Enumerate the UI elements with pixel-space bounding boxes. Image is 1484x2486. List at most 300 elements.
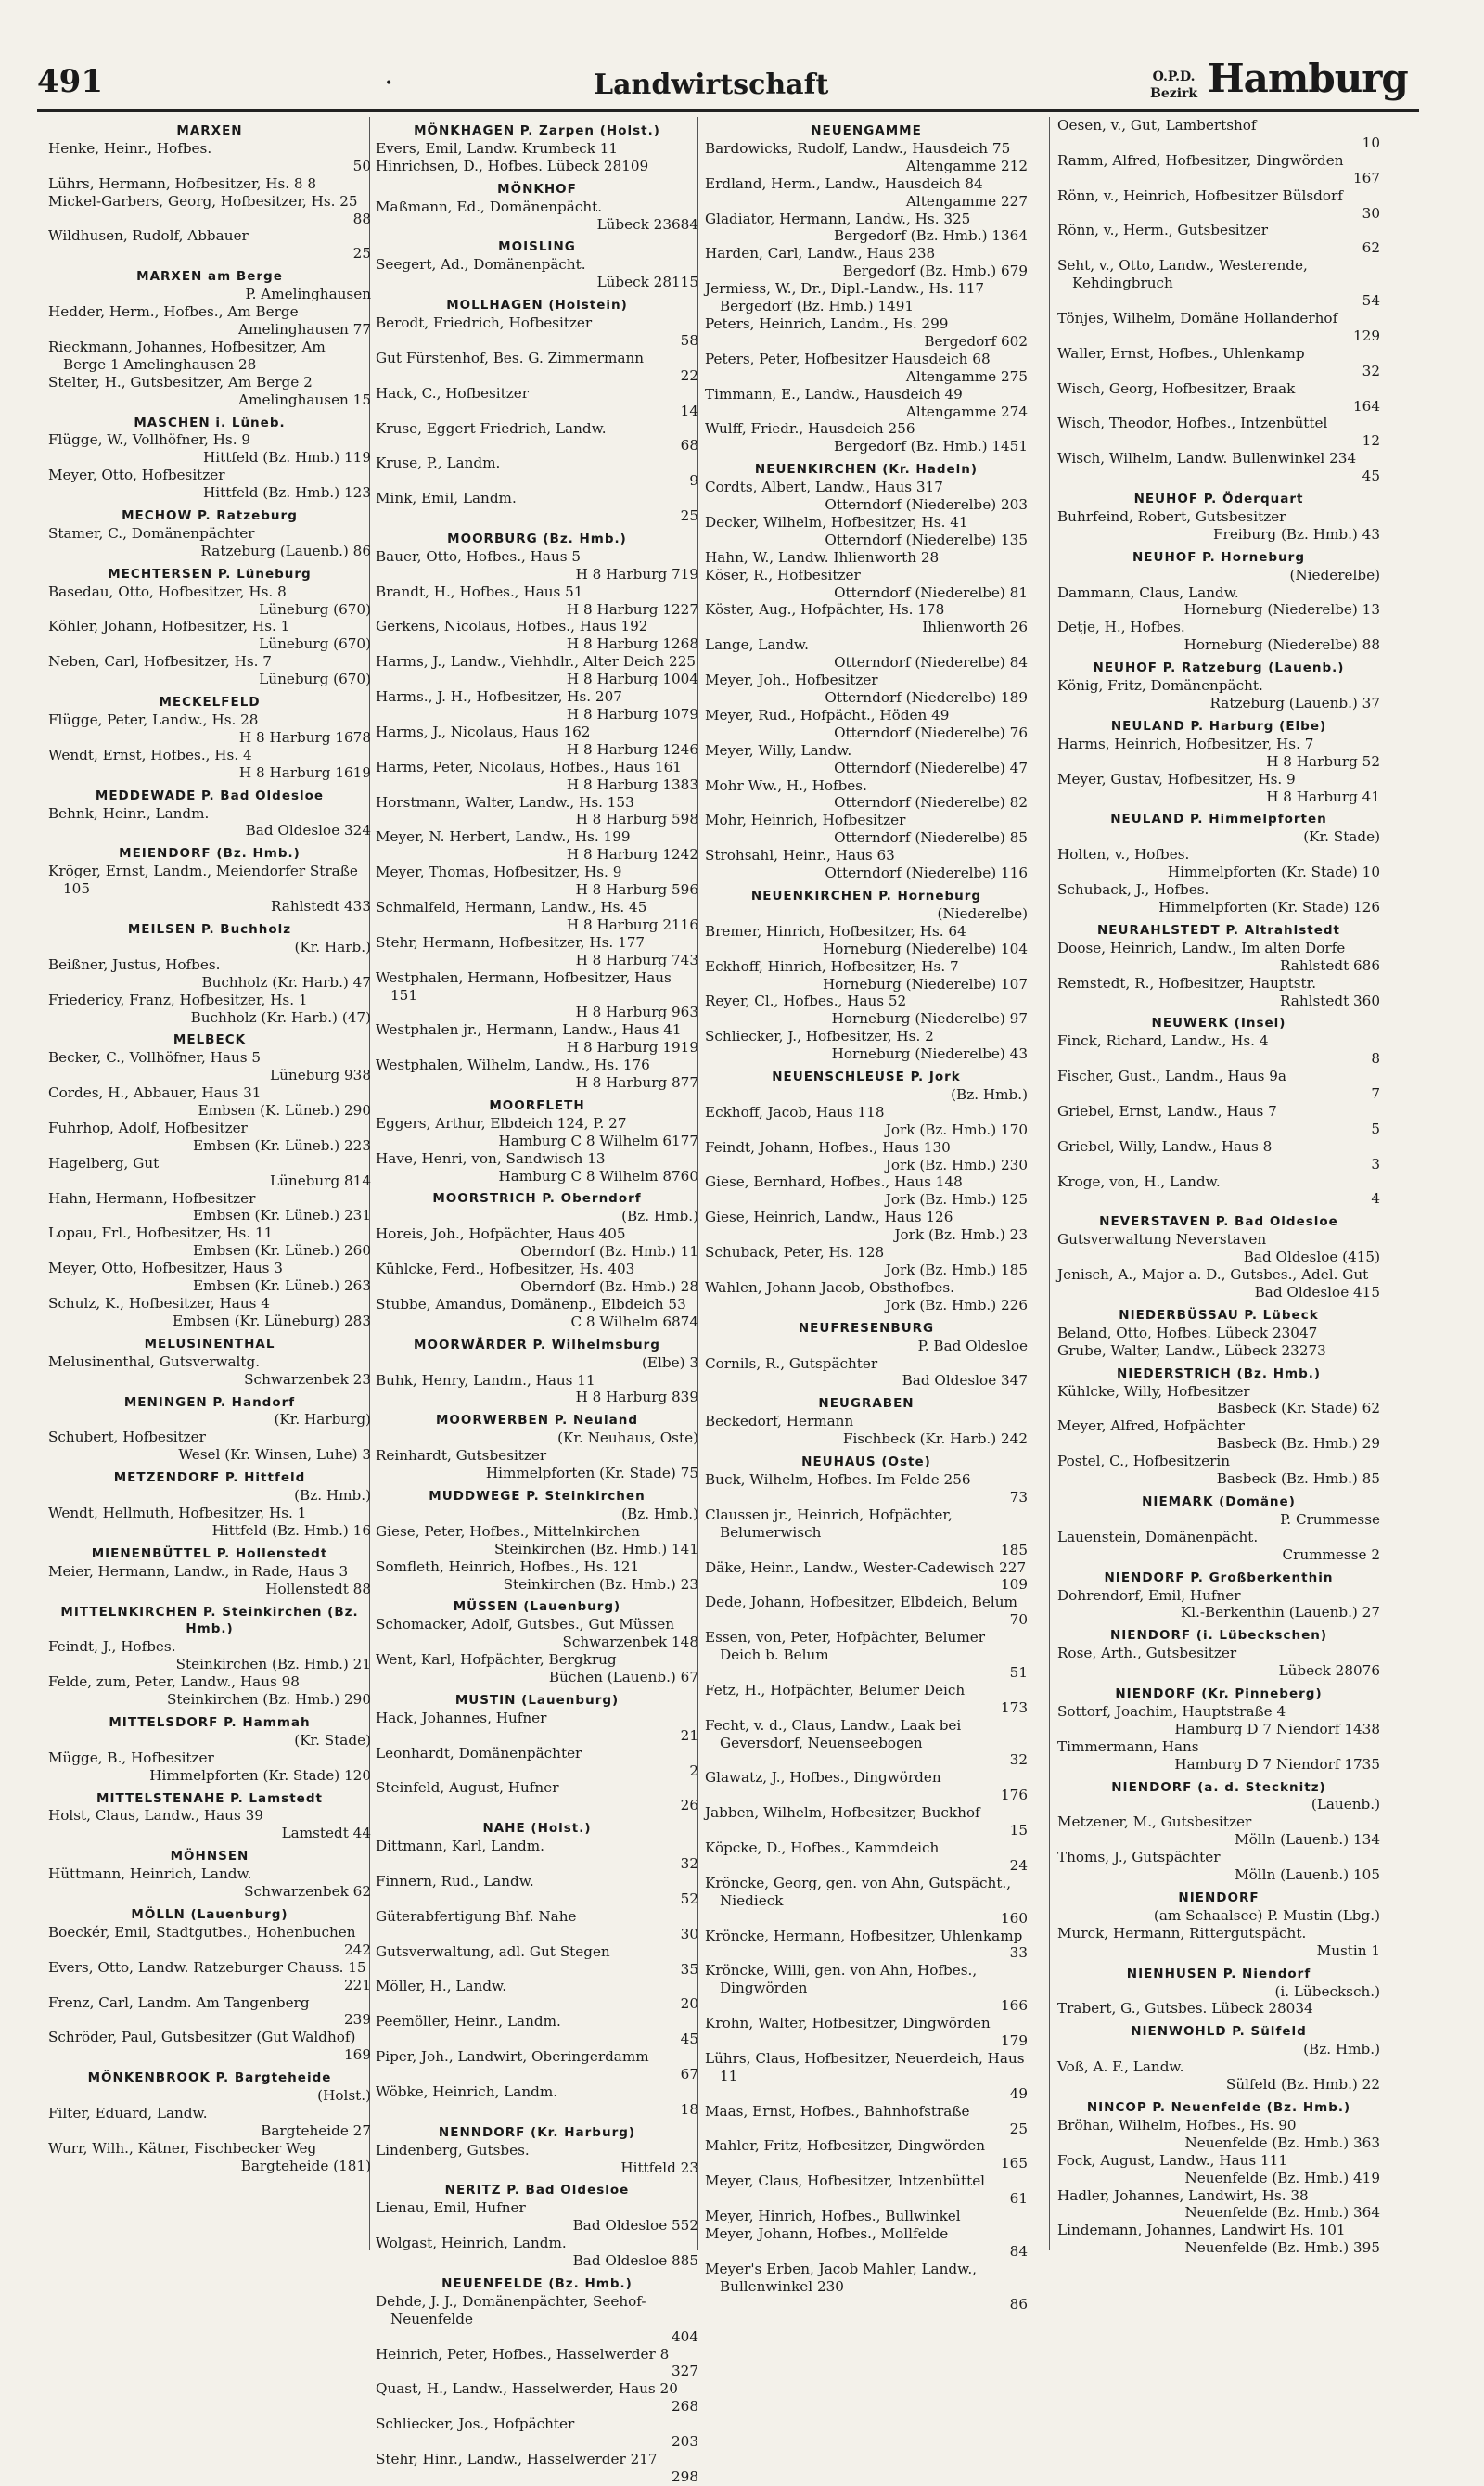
place-heading: NINCOP P. Neuenfelde (Bz. Hmb.) <box>1086 2099 1351 2115</box>
directory-entry <box>1057 380 1380 416</box>
entry-phone: 30 <box>680 1925 698 1942</box>
entry-phone: H 8 Harburg 1268 <box>566 635 698 653</box>
entry-name: Fetz, H., Hofpächter, Belumer Deich <box>705 1681 966 1698</box>
entry-phone: 176 <box>1001 1787 1028 1804</box>
entry-name: Feindt, Johann, Hofbes., Haus 130 <box>705 1138 951 1156</box>
place-heading: MOORSTRICH P. Oberndorf <box>432 1191 642 1207</box>
entry-name: Ramm, Alfred, Hofbesitzer, Dingwörden <box>1057 151 1344 169</box>
directory-entry <box>376 548 698 583</box>
entry-phone: 25 <box>1009 2120 1028 2137</box>
directory-entry <box>376 724 698 759</box>
directory-entry <box>48 1487 371 1505</box>
entry-phone: Hittfeld (Bz. Hmb.) 16 <box>211 1521 371 1539</box>
entry-name: Erdland, Herm., Landw., Hausdeich 84 <box>705 174 983 192</box>
entry-phone: 52 <box>680 1890 698 1907</box>
entry-phone: 3 <box>1371 1155 1380 1173</box>
entry-phone: 50 <box>352 157 371 174</box>
directory-entry <box>48 1049 371 1084</box>
directory-entry <box>48 711 371 747</box>
place-heading: MELBECK <box>173 1032 247 1048</box>
directory-entry <box>705 1104 1028 1139</box>
entry-name: Leonhardt, Domänenpächter <box>376 1744 582 1762</box>
entry-phone: Embsen (Kr. Lüneb.) 263 <box>192 1277 371 1295</box>
directory-entry <box>48 1084 371 1120</box>
directory-entry <box>705 993 1028 1028</box>
directory-entry <box>1057 1068 1380 1103</box>
directory-entry <box>376 934 698 969</box>
entry-phone: H 8 Harburg 1246 <box>566 740 698 758</box>
entry-name: Waller, Ernst, Hofbes., Uhlenkamp <box>1057 344 1305 362</box>
directory-entry <box>705 1559 1028 1595</box>
entry-name: Thoms, J., Gutspächter <box>1057 1849 1221 1866</box>
directory-entry <box>705 1279 1028 1314</box>
entry-phone: Otterndorf (Niederelbe) 76 <box>834 724 1028 741</box>
directory-entry <box>1057 117 1380 152</box>
directory-entry <box>376 490 698 525</box>
entry-phone: Ratzeburg (Lauenb.) 86 <box>200 542 371 559</box>
directory-entry <box>1057 1529 1380 1564</box>
directory-entry <box>705 636 1028 672</box>
entry-name: Horstmann, Walter, Landw., Hs. 153 <box>376 793 634 811</box>
directory-entry <box>376 2235 698 2270</box>
directory-entry <box>48 1673 371 1709</box>
directory-entry <box>705 351 1028 386</box>
entry-name: Kröncke, Georg, gen. von Ahn, Gutspächt., Niedieck <box>705 1874 1012 1909</box>
entry-phone: 164 <box>1353 397 1380 415</box>
directory-entry <box>48 1994 371 2030</box>
entry-phone: 7 <box>1371 1085 1380 1103</box>
column-divider <box>1049 117 1050 2250</box>
entry-phone: Mustin 1 <box>1316 1941 1380 1959</box>
entry-phone: 25 <box>352 245 371 263</box>
directory-entry <box>376 1873 698 1908</box>
directory-entry <box>705 2225 1028 2261</box>
entry-name: Schomacker, Adolf, Gutsbes., Gut Müssen <box>376 1616 674 1634</box>
directory-entry <box>705 1594 1028 1629</box>
directory-entry <box>1057 450 1380 485</box>
entry-name: Lopau, Frl., Hofbesitzer, Hs. 11 <box>48 1224 274 1242</box>
entry-phone: Bad Oldesloe (415) <box>1243 1249 1380 1266</box>
entry-name: Mügge, B., Hofbesitzer <box>48 1749 214 1766</box>
entry-phone: Otterndorf (Niederelbe) 135 <box>825 531 1028 548</box>
directory-entry <box>376 1651 698 1686</box>
entry-phone: (Bz. Hmb.) <box>1303 2041 1380 2058</box>
entry-phone: Jork (Bz. Hmb.) 230 <box>885 1156 1028 1173</box>
entry-name: Eckhoff, Jacob, Haus 118 <box>705 1103 885 1121</box>
place-heading: MEIENDORF (Bz. Hmb.) <box>119 846 301 862</box>
region-title: Hamburg <box>1208 56 1408 101</box>
place-heading: MITTELSTENAHE P. Lamstedt <box>96 1790 323 1806</box>
directory-entry <box>48 1505 371 1540</box>
directory-entry <box>376 2346 698 2381</box>
place-heading: MÖHNSEN <box>170 1849 249 1864</box>
place-heading: MÖLLN (Lauenburg) <box>131 1907 288 1922</box>
directory-entry <box>48 1924 371 1959</box>
entry-name: Peters, Peter, Hofbesitzer Hausdeich 68 <box>705 350 991 367</box>
entry-phone: 239 <box>344 2011 371 2029</box>
entry-name: Maas, Ernst, Hofbes., Bahnhofstraße <box>705 2102 970 2120</box>
place-heading: MECHOW P. Ratzeburg <box>122 508 298 524</box>
entry-name: Wahlen, Johann Jacob, Obsthofbes. <box>705 1278 954 1296</box>
entry-phone: 14 <box>680 402 698 419</box>
directory-entry <box>376 350 698 385</box>
entry-name: Hack, C., Hofbesitzer <box>376 384 529 402</box>
entry-phone: H 8 Harburg 1619 <box>238 763 371 781</box>
entry-phone: Schwarzenbek 62 <box>244 1883 371 1901</box>
entry-phone: Bad Oldesloe 552 <box>572 2217 698 2235</box>
place-heading: NEUENSCHLEUSE P. Jork <box>772 1070 961 1085</box>
directory-entry <box>705 386 1028 421</box>
directory-entry <box>705 1139 1028 1174</box>
entry-phone: 84 <box>1009 2242 1028 2260</box>
entry-name: Dammann, Claus, Landw. <box>1057 583 1239 601</box>
entry-phone: H 8 Harburg 2116 <box>566 916 698 933</box>
entry-phone: Mölln (Lauenb.) 134 <box>1235 1831 1380 1849</box>
directory-entry <box>705 1173 1028 1209</box>
entry-name: Meyer, Otto, Hofbesitzer, Haus 3 <box>48 1260 283 1277</box>
directory-entry <box>376 899 698 934</box>
entry-name: Lienau, Emil, Hufner <box>376 2199 526 2217</box>
entry-name: Meyer's Erben, Jacob Mahler, Landw., Bullenwinkel 230 <box>705 2260 977 2295</box>
entry-name: Piper, Joh., Landwirt, Oberingerdamm <box>376 2048 649 2066</box>
entry-phone: Hamburg C 8 Wilhelm 8760 <box>498 1167 698 1185</box>
entry-phone: C 8 Wilhelm 6874 <box>570 1313 698 1330</box>
entry-phone: Bad Oldesloe 347 <box>902 1372 1028 1390</box>
entry-name: Hadler, Johannes, Landwirt, Hs. 38 <box>1057 2186 1309 2204</box>
directory-entry <box>1057 736 1380 771</box>
entry-name: Wisch, Theodor, Hofbes., Intzenbüttel <box>1057 415 1328 432</box>
directory-entry <box>376 2142 698 2177</box>
entry-phone: H 8 Harburg 1678 <box>238 728 371 746</box>
entry-name: Schliecker, Jos., Hofpächter <box>376 2416 575 2433</box>
entry-phone: H 8 Harburg 52 <box>1266 752 1380 770</box>
entry-name: Wisch, Wilhelm, Landw. Bullenwinkel 234 <box>1057 450 1357 468</box>
entry-phone: Jork (Bz. Hmb.) 185 <box>885 1262 1028 1278</box>
entry-name: Giese, Heinrich, Landw., Haus 126 <box>705 1209 953 1226</box>
entry-name: Lindemann, Johannes, Landwirt Hs. 101 <box>1057 2222 1346 2239</box>
place-heading: MENINGEN P. Handorf <box>123 1394 296 1410</box>
entry-name: Hahn, Hermann, Hofbesitzer <box>48 1189 256 1207</box>
entry-name: Flügge, Peter, Landw., Hs. 28 <box>48 711 259 728</box>
entry-phone: Embsen (Kr. Lüneb.) 223 <box>192 1136 371 1154</box>
entry-phone: 68 <box>680 437 698 455</box>
entry-name: Holten, v., Hofbes. <box>1057 846 1190 864</box>
entry-name: Kruse, P., Landm. <box>376 455 501 472</box>
directory-entry <box>48 1411 371 1429</box>
directory-entry <box>376 1372 698 1407</box>
entry-phone: 45 <box>680 2031 698 2048</box>
place-heading: MÖNKHOF <box>497 181 577 197</box>
entry-name: Dohrendorf, Emil, Hufner <box>1057 1586 1241 1604</box>
directory-entry <box>48 1295 371 1330</box>
place-heading: NENNDORF (Kr. Harburg) <box>438 2124 636 2140</box>
entry-phone: Horneburg (Niederelbe) 104 <box>822 940 1028 957</box>
entry-phone: (Lauenb.) <box>1311 1796 1380 1813</box>
directory-entry <box>376 653 698 688</box>
entry-name: Schubert, Hofbesitzer <box>48 1429 206 1446</box>
entry-name: Köster, Aug., Hofpächter, Hs. 178 <box>705 601 945 619</box>
entry-phone: Steinkirchen (Bz. Hmb.) 141 <box>493 1540 698 1557</box>
entry-phone: Horneburg (Niederelbe) 88 <box>1183 636 1380 654</box>
directory-entry <box>48 805 371 840</box>
entry-name: Schliecker, J., Hofbesitzer, Hs. 2 <box>705 1028 934 1045</box>
directory-entry <box>376 1523 698 1558</box>
directory-entry <box>705 2103 1028 2138</box>
directory-entry <box>705 175 1028 211</box>
directory-entry <box>376 2451 698 2486</box>
entry-phone: 24 <box>1009 1856 1028 1874</box>
entry-name: König, Fritz, Domänenpächt. <box>1057 677 1263 695</box>
directory-entry <box>1057 1983 1380 2001</box>
directory-entry <box>48 227 371 263</box>
directory-entry <box>705 707 1028 742</box>
entry-phone: Oberndorf (Bz. Hmb.) 28 <box>520 1278 698 1295</box>
entry-phone: Bad Oldesloe 885 <box>572 2252 698 2270</box>
header-dot: • <box>385 76 393 91</box>
place-heading: NIEDERSTRICH (Bz. Hmb.) <box>1116 1365 1322 1381</box>
entry-name: Dede, Johann, Hofbesitzer, Elbdeich, Belum <box>705 1594 1017 1611</box>
entry-phone: 185 <box>1001 1541 1028 1558</box>
directory-entry <box>48 1224 371 1260</box>
directory-entry <box>1057 2000 1380 2018</box>
directory-entry <box>705 958 1028 993</box>
directory-entry <box>1057 1849 1380 1884</box>
entry-phone: Kl.-Berkenthin (Lauenb.) 27 <box>1180 1604 1380 1621</box>
directory-entry <box>48 1190 371 1225</box>
directory-entry <box>376 314 698 350</box>
entry-phone: Lüneburg (670) <box>259 635 371 653</box>
entry-name: Hüttmann, Heinrich, Landw. <box>48 1865 252 1883</box>
entry-phone: 12 <box>1362 432 1380 450</box>
entry-phone: 242 <box>344 1941 371 1958</box>
directory-entry <box>705 905 1028 923</box>
entry-name: Claussen jr., Heinrich, Hofpächter, Belumerwisch <box>705 1506 953 1541</box>
entry-name: Schröder, Paul, Gutsbesitzer (Gut Waldhof) <box>48 2029 356 2046</box>
entry-phone: 54 <box>1362 292 1380 310</box>
directory-entry <box>1057 771 1380 806</box>
directory-entry <box>705 2015 1028 2050</box>
entry-name: Finnern, Rud., Landw. <box>376 1873 534 1890</box>
entry-name: Frenz, Carl, Landm. Am Tangenberg <box>48 1993 310 2011</box>
entry-name: Seht, v., Otto, Landw., Westerende, Kehdingbruch <box>1057 257 1308 292</box>
directory-entry <box>376 199 698 234</box>
directory-entry <box>48 339 371 374</box>
entry-name: Feindt, J., Hofbes. <box>48 1638 176 1656</box>
entry-name: Rönn, v., Heinrich, Hofbesitzer Bülsdorf <box>1057 186 1343 204</box>
entry-name: Wurr, Wilh., Kätner, Fischbecker Weg <box>48 2139 317 2157</box>
directory-entry <box>705 567 1028 602</box>
entry-name: Jermiess, W., Dr., Dipl.-Landw., Hs. 117 Bergedorf (Bz. Hmb.) 1491 <box>705 280 985 315</box>
entry-phone: P. Crummesse <box>1280 1510 1380 1528</box>
entry-name: Schuback, Peter, Hs. 128 <box>705 1244 885 1262</box>
directory-entry <box>376 1150 698 1185</box>
entry-phone: H 8 Harburg 719 <box>575 565 698 583</box>
entry-name: Beckedorf, Hermann <box>705 1413 854 1430</box>
entry-name: Möller, H., Landw. <box>376 1978 507 1995</box>
directory-entry <box>48 525 371 560</box>
entry-name: Brandt, H., Hofbes., Haus 51 <box>376 583 583 600</box>
entry-phone: 70 <box>1009 1611 1028 1629</box>
directory-entry <box>376 1057 698 1092</box>
directory-entry <box>1057 345 1380 380</box>
column-3 <box>705 117 1028 2313</box>
entry-phone: P. Amelinghausen <box>245 286 371 303</box>
entry-phone: (Elbe) 3 <box>642 1353 698 1371</box>
entry-name: Went, Karl, Hofpächter, Bergkrug <box>376 1651 617 1669</box>
entry-name: Quast, H., Landw., Hasselwerder, Haus 20 <box>376 2380 678 2398</box>
directory-entry <box>48 2105 371 2140</box>
entry-name: Trabert, G., Gutsbes. Lübeck 28034 <box>1057 2000 1313 2018</box>
directory-entry <box>1057 1417 1380 1453</box>
directory-entry <box>705 742 1028 777</box>
entry-name: Wendt, Hellmuth, Hofbesitzer, Hs. 1 <box>48 1504 307 1521</box>
place-heading: NIENDORF P. Großberkenthin <box>1104 1570 1334 1585</box>
entry-phone: Otterndorf (Niederelbe) 85 <box>834 829 1028 847</box>
directory-entry <box>376 794 698 829</box>
entry-phone: 73 <box>1009 1488 1028 1506</box>
directory-entry <box>48 1429 371 1464</box>
directory-entry <box>705 140 1028 175</box>
entry-name: Meyer, Rud., Hofpächt., Höden 49 <box>705 706 950 724</box>
place-heading: NEUGRABEN <box>818 1396 915 1412</box>
entry-name: Eggers, Arthur, Elbdeich 124, P. 27 <box>376 1114 627 1132</box>
entry-phone: Hittfeld (Bz. Hmb.) 119 <box>202 449 371 467</box>
entry-phone: Himmelpforten (Kr. Stade) 126 <box>1158 898 1380 916</box>
directory-entry <box>1057 1266 1380 1301</box>
directory-entry <box>705 1682 1028 1717</box>
entry-name: Evers, Otto, Landw. Ratzeburger Chauss. 15 <box>48 1958 366 1976</box>
entry-name: Schuback, J., Hofbes. <box>1057 881 1209 899</box>
entry-phone: Jork (Bz. Hmb.) 170 <box>885 1121 1028 1138</box>
entry-phone: Neuenfelde (Bz. Hmb.) 364 <box>1184 2204 1380 2222</box>
entry-phone: P. Bad Oldesloe <box>917 1337 1028 1354</box>
directory-entry <box>376 969 698 1022</box>
directory-entry <box>705 549 1028 567</box>
entry-name: Meyer, Otto, Hofbesitzer <box>48 467 225 484</box>
entry-phone: Embsen (Kr. Lüneburg) 283 <box>173 1312 371 1329</box>
entry-phone: Oberndorf (Bz. Hmb.) 11 <box>520 1243 698 1261</box>
directory-entry <box>705 1506 1028 1559</box>
entry-name: Schulz, K., Hofbesitzer, Haus 4 <box>48 1295 270 1312</box>
place-heading: NERITZ P. Bad Oldesloe <box>444 2183 630 2198</box>
entry-phone: 179 <box>1001 2031 1028 2049</box>
directory-entry <box>705 1769 1028 1804</box>
entry-name: Bremer, Hinrich, Hofbesitzer, Hs. 64 <box>705 922 966 940</box>
entry-name: Güterabfertigung Bhf. Nahe <box>376 1907 577 1925</box>
entry-name: Gerkens, Nicolaus, Hofbes., Haus 192 <box>376 618 648 635</box>
directory-entry <box>1057 975 1380 1010</box>
entry-phone: H 8 Harburg 1242 <box>566 846 698 864</box>
directory-entry <box>705 2208 1028 2225</box>
entry-phone: Lübeck 28115 <box>596 274 698 291</box>
entry-name: Hahn, W., Landw. Ihlienworth 28 <box>705 548 940 566</box>
directory-entry <box>376 1978 698 2013</box>
entry-name: Giese, Peter, Hofbes., Mittelnkirchen <box>376 1522 640 1540</box>
entry-phone: 88 <box>352 210 371 227</box>
entry-name: Tönjes, Wilhelm, Domäne Hollanderhof <box>1057 309 1338 327</box>
place-heading: MUDDWEGE P. Steinkirchen <box>429 1488 646 1504</box>
entry-phone: Hollenstedt 88 <box>265 1580 371 1597</box>
entry-name: Stehr, Hermann, Hofbesitzer, Hs. 177 <box>376 933 646 951</box>
directory-entry <box>705 1244 1028 1279</box>
directory-entry <box>705 1875 1028 1928</box>
entry-name: Melusinenthal, Gutsverwaltg. <box>48 1352 261 1370</box>
entry-phone: 18 <box>680 2100 698 2118</box>
entry-phone: 173 <box>1001 1698 1028 1716</box>
directory-entry <box>705 479 1028 514</box>
place-heading: MUSTIN (Lauenburg) <box>454 1692 620 1708</box>
directory-entry <box>705 1471 1028 1506</box>
entry-name: Gutsverwaltung, adl. Gut Stegen <box>376 1942 610 1960</box>
entry-name: Däke, Heinr., Landw., Wester-Cadewisch 227 <box>705 1558 1027 1576</box>
entry-phone: 22 <box>680 366 698 384</box>
directory-entry <box>705 601 1028 636</box>
entry-name: Rose, Arth., Gutsbesitzer <box>1057 1645 1237 1662</box>
directory-entry <box>48 467 371 502</box>
entry-name: Giese, Bernhard, Hofbes., Haus 148 <box>705 1173 963 1191</box>
entry-name: Decker, Wilhelm, Hofbesitzer, Hs. 41 <box>705 513 968 531</box>
directory-entry <box>1057 846 1380 881</box>
place-heading: NIENDORF (a. d. Stecknitz) <box>1111 1779 1326 1795</box>
directory-entry <box>1057 1231 1380 1266</box>
entry-phone: 49 <box>1009 2084 1028 2102</box>
place-heading: MÜSSEN (Lauenburg) <box>453 1599 621 1615</box>
directory-entry <box>705 777 1028 813</box>
entry-name: Kühlcke, Ferd., Hofbesitzer, Hs. 403 <box>376 1261 635 1278</box>
directory-entry <box>48 1120 371 1155</box>
directory-entry <box>376 864 698 899</box>
entry-phone: Hamburg D 7 Niendorf 1438 <box>1174 1720 1380 1737</box>
entry-name: Felde, zum, Peter, Landw., Haus 98 <box>48 1673 300 1691</box>
place-heading: MOISLING <box>498 239 576 255</box>
directory-entry <box>1057 1032 1380 1068</box>
entry-name: Sottorf, Joachim, Hauptstraße 4 <box>1057 1702 1286 1720</box>
directory-entry <box>1057 1383 1380 1418</box>
directory-entry <box>705 1804 1028 1839</box>
entry-name: Lange, Landw. <box>705 636 809 654</box>
place-heading: MOORBURG (Bz. Hmb.) <box>447 531 627 546</box>
entry-name: Essen, von, Peter, Hofpächter, Belumer Deich b. Belum <box>705 1629 985 1664</box>
entry-phone: 8 <box>1371 1050 1380 1068</box>
directory-entry <box>376 1296 698 1331</box>
directory-entry <box>48 1638 371 1673</box>
directory-entry <box>376 1506 698 1523</box>
entry-name: Wolgast, Heinrich, Landm. <box>376 2235 567 2252</box>
entry-name: Griebel, Willy, Landw., Haus 8 <box>1057 1137 1273 1155</box>
entry-phone: Buchholz (Kr. Harb.) 47 <box>201 973 371 991</box>
entry-name: Basedau, Otto, Hofbesitzer, Hs. 8 <box>48 583 287 600</box>
entry-name: Köhler, Johann, Hofbesitzer, Hs. 1 <box>48 618 290 635</box>
entry-phone: 203 <box>672 2433 698 2451</box>
directory-entry <box>705 1928 1028 1963</box>
entry-name: Timmann, E., Landw., Hausdeich 49 <box>705 385 963 403</box>
directory-entry <box>705 2172 1028 2208</box>
directory-entry <box>1057 1645 1380 1680</box>
directory-entry <box>376 455 698 490</box>
directory-entry <box>48 1807 371 1842</box>
directory-entry <box>376 828 698 864</box>
entry-name: Mink, Emil, Landm. <box>376 490 517 507</box>
entry-phone: 166 <box>1001 1997 1028 2015</box>
entry-name: Mohr Ww., H., Hofbes. <box>705 776 867 794</box>
bezirk-label: Bezirk <box>1150 86 1198 101</box>
place-heading: NEUENGAMME <box>811 123 922 138</box>
directory-entry <box>376 1261 698 1296</box>
entry-phone: (Bz. Hmb.) <box>621 1505 698 1522</box>
directory-entry <box>376 2416 698 2451</box>
entry-phone: Rahlstedt 360 <box>1279 992 1380 1009</box>
entry-phone: Hittfeld (Bz. Hmb.) 123 <box>202 484 371 502</box>
